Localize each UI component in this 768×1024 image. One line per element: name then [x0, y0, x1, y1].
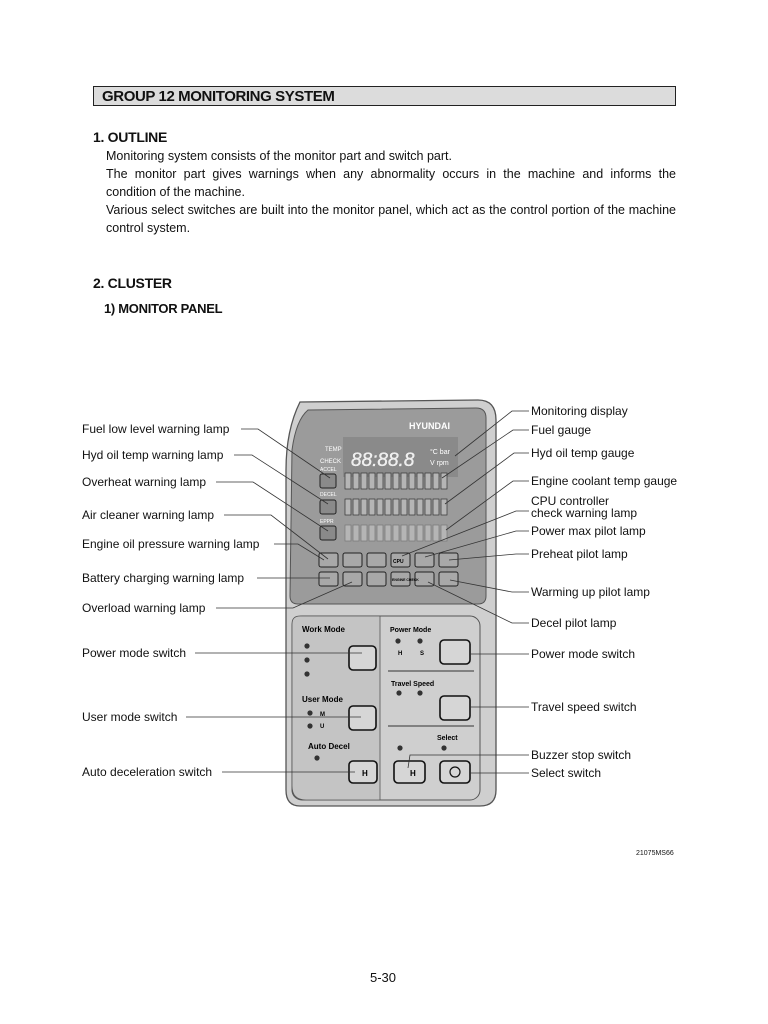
label-travel-speed-switch: Travel speed switch	[531, 700, 637, 714]
label-air-cleaner-warning-lamp: Air cleaner warning lamp	[82, 508, 215, 522]
outline-line: control system.	[106, 221, 191, 235]
user-mode-u: U	[320, 724, 325, 730]
label-auto-deceleration-switch: Auto deceleration switch	[82, 765, 213, 779]
label-decel-pilot-lamp: Decel pilot lamp	[531, 616, 617, 630]
power-mode-s: S	[420, 651, 425, 657]
work-mode-label: Work Mode	[302, 625, 345, 634]
label-engine-coolant-temp-gauge: Engine coolant temp gauge	[531, 474, 678, 488]
label-engine-oil-pressure-warning-lamp: Engine oil pressure warning lamp	[82, 537, 260, 551]
power-mode-h: H	[398, 651, 403, 657]
power-mode-label: Power Mode	[390, 627, 432, 634]
cpu-icon-text: CPU	[393, 559, 404, 565]
page-number: 5-30	[370, 970, 397, 985]
label-buzzer-stop-switch: Buzzer stop switch	[531, 748, 632, 762]
lcd-label-decel: DECEL	[320, 492, 337, 498]
user-mode-label: User Mode	[302, 695, 343, 704]
label-power-mode-switch-right: Power mode switch	[531, 647, 636, 661]
label-hyd-oil-temp-gauge: Hyd oil temp gauge	[531, 446, 635, 460]
auto-decel-button-symbol: H	[362, 769, 368, 778]
lcd-units-1: °C bar	[430, 449, 450, 456]
lcd-label-check: CHECK	[320, 459, 342, 465]
user-mode-button[interactable]	[349, 706, 376, 730]
label-check-warning-lamp: check warning lamp	[531, 506, 638, 520]
preheat-icon	[439, 553, 458, 567]
user-mode-m: M	[320, 712, 325, 718]
label-preheat-pilot-lamp: Preheat pilot lamp	[531, 547, 628, 561]
label-power-max-pilot-lamp: Power max pilot lamp	[531, 524, 646, 538]
outline-line: condition of the machine.	[106, 185, 245, 199]
lcd-digits: 88:88.8	[351, 450, 415, 471]
brand-logo: HYUNDAI	[409, 421, 451, 431]
label-fuel-gauge: Fuel gauge	[531, 423, 592, 437]
outline-line: Monitoring system consists of the monitor part and switch part.	[106, 149, 452, 163]
label-fuel-low-level-warning-lamp: Fuel low level warning lamp	[82, 422, 230, 436]
hyd-oil-temp-icon	[320, 500, 336, 514]
label-select-switch: Select switch	[531, 766, 602, 780]
travel-speed-button[interactable]	[440, 696, 470, 720]
label-power-mode-switch-left: Power mode switch	[82, 646, 187, 660]
monitor-panel-heading: 1) MONITOR PANEL	[104, 301, 223, 316]
label-user-mode-switch: User mode switch	[82, 710, 178, 724]
label-overload-warning-lamp: Overload warning lamp	[82, 601, 206, 615]
label-monitoring-display: Monitoring display	[531, 404, 628, 418]
warming-up-icon	[439, 572, 458, 586]
lcd-label-temp: TEMP	[325, 447, 342, 453]
outline-line: The monitor part gives warnings when any abnormality occurs in the machine and informs the	[106, 167, 676, 181]
engine-check-text: ENGINE CHECK	[392, 578, 419, 582]
label-cpu-controller: CPU controller	[531, 494, 610, 508]
outline-line: Various select switches are built into the monitor panel, which act as the control portion of the machine	[106, 203, 676, 217]
engine-oil-pressure-icon	[319, 553, 338, 567]
overload-icon	[343, 572, 362, 586]
label-hyd-oil-temp-warning-lamp: Hyd oil temp warning lamp	[82, 448, 224, 462]
overheat-icon	[367, 553, 386, 567]
auto-decel-label: Auto Decel	[308, 742, 350, 751]
air-cleaner-icon	[343, 553, 362, 567]
coolant-temp-icon	[320, 526, 336, 540]
buzzer-button-symbol: H	[410, 769, 416, 778]
label-overheat-warning-lamp: Overheat warning lamp	[82, 475, 207, 489]
select-label: Select	[437, 735, 458, 742]
travel-speed-label: Travel Speed	[391, 681, 435, 688]
lcd-units-2: V rpm	[430, 460, 449, 467]
label-battery-charging-warning-lamp: Battery charging warning lamp	[82, 571, 245, 585]
section-title: GROUP 12 MONITORING SYSTEM	[102, 88, 335, 105]
power-mode-button[interactable]	[440, 640, 470, 664]
label-warming-up-pilot-lamp: Warming up pilot lamp	[531, 585, 650, 599]
battery-charging-icon	[319, 572, 338, 586]
work-power-mode-button[interactable]	[349, 646, 376, 670]
lcd-label-accel: ACCEL	[320, 467, 337, 473]
fuel-icon	[320, 474, 336, 488]
outline-heading: 1. OUTLINE	[93, 129, 168, 145]
fuel-low-icon	[367, 572, 386, 586]
figure-id: 21075MS66	[636, 850, 674, 857]
select-button[interactable]	[440, 761, 470, 783]
lcd-label-eppr: EPPR	[320, 519, 334, 525]
cluster-heading: 2. CLUSTER	[93, 275, 172, 291]
